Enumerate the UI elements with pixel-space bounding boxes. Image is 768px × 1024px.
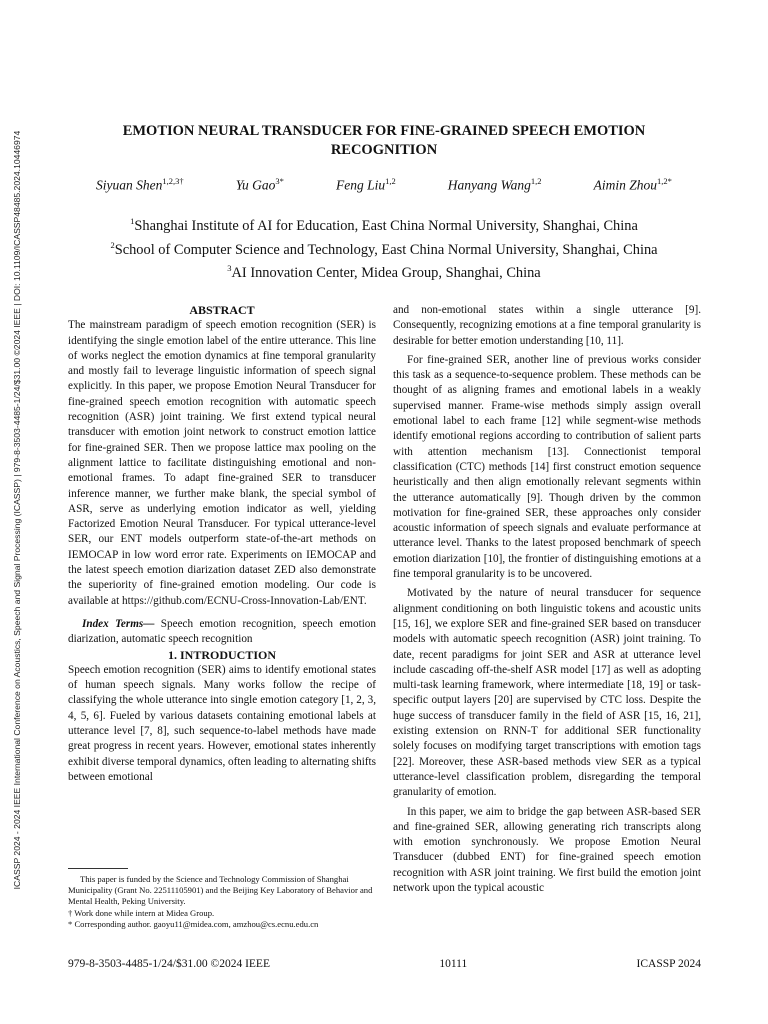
- footnote-dagger: † Work done while intern at Midea Group.: [68, 907, 215, 918]
- page-footer: [68, 958, 701, 970]
- intro-paragraph-3: Motivated by the nature of neural transducer for sequence alignment conditioning on both linguistic tokens and acoustic units [15, 16], we explore SER and fine-grained SER based on transducer models with automatic speech recognition (ASR) joint training. To date, recent paradigms for joint SER and ASR at utterance level include cascading off-the-shelf ASR model [17] as well as adopting multi-task learning framework, where intermediate [18, 19] or task-specific output layers [20] are supervised by CTC loss. Despite the huge success of transducer family in the field of ASR [15, 16, 21], existing extension on RNN-T for additional SER functionality solely focuses on modifying target transcriptions with emotion tags [22]. Moreover, these ASR-based methods view SER as a typical utterance-level classification problem, disregarding the temporal granularity of emotion.: [393, 587, 701, 799]
- footnote-rule: [68, 868, 128, 869]
- doi-sidebar: [4, 90, 30, 930]
- affiliation-2: $^2$School of Computer Science and Technology, East China Normal University, Shanghai, China: [110, 239, 658, 258]
- index-terms: [68, 617, 376, 648]
- index-terms-label: Index Terms—: [82, 617, 155, 630]
- author-4: Hanyang Wang$^{1,2}$: [447, 176, 542, 193]
- intro-paragraph-4: In this paper, we aim to bridge the gap between ASR-based SER and fine-grained SER, allowing generating rich transcripts along with emotion synchronously. We propose Emotion Neural Transducer (dubbed ENT) for fine-grained speech emotion recognition with ASR joint training. We first build the emotion joint network upon the typical acoustic: [393, 805, 701, 894]
- author-list: [70, 176, 698, 194]
- intro-paragraph-1-continued: and non-emotional states within a single utterance [9]. Consequently, recognizing emotions at a fine temporal granularity is desirable for better emotion understanding [10, 11].: [393, 304, 701, 347]
- author-1: Siyuan Shen$^{1,2,3\dagger}$: [96, 176, 184, 193]
- footnote-corresponding: * Corresponding author. gaoyu11@midea.com, amzhou@cs.ecnu.edu.cn: [68, 918, 319, 929]
- footer-venue: ICASSP 2024: [636, 958, 701, 970]
- left-column: [68, 303, 376, 785]
- right-column: [393, 303, 701, 896]
- intro-paragraph-2: For fine-grained SER, another line of previous works consider this task as a sequence-to-sequence problem. These methods can be thought of as aligning frames and emotional labels in a weakly supervised manner. Frame-wise methods simply assign overall emotional label to each frame [12] while segment-wise methods identify emotional regions according to contribution of salient parts with attention mechanism [13]. Connectionist temporal classification (CTC) methods [14] first construct emotion sequence heuristically and then align emotionally relevant segments within the utterance automatically [9]. Though driven by the common motivation for fine-grained SER, these approaches only consider acoustic information of speech signals and evaluate performance at utterance level. Thanks to the latest proposed benchmark of speech emotion diarization [10], the frontier of distinguishing emotions at a fine temporal granularity is to be uncovered.: [393, 353, 701, 581]
- author-2: Yu Gao$^{3*}$: [235, 176, 284, 193]
- author-3: Feng Liu$^{1,2}$: [335, 176, 396, 193]
- abstract-heading: ABSTRACT: [189, 303, 255, 317]
- affiliations: [70, 212, 698, 283]
- introduction-heading: 1. INTRODUCTION: [167, 647, 276, 662]
- footnotes: [68, 868, 376, 930]
- author-5: Aimin Zhou$^{1,2*}$: [593, 176, 672, 193]
- page-number: 10111: [439, 958, 468, 970]
- affiliation-3: $^3$AI Innovation Center, Midea Group, Shanghai, China: [227, 263, 541, 281]
- index-terms-text: Speech emotion recognition, speech emotion diarization, automatic speech recognition: [68, 617, 376, 646]
- footer-copyright: 979-8-3503-4485-1/24/$31.00 ©2024 IEEE: [68, 958, 270, 970]
- paper-title: [80, 122, 688, 160]
- affiliation-1: $^1$Shanghai Institute of AI for Education, East China Normal University, Shanghai, China: [130, 216, 638, 234]
- abstract-body: The mainstream paradigm of speech emotion recognition (SER) is identifying the single emotion label of the entire utterance. This line of works neglect the emotion dynamics at fine temporal granularity and mostly fail to leverage linguistic information of speech signal explicitly. In this paper, we propose Emotion Neural Transducer for fine-grained speech emotion recognition with automatic speech recognition (ASR) joint training. We first extend typical neural transducer with emotion joint network to construct emotion lattice for fine-grained SER. Then we propose lattice max pooling on the alignment lattice to facilitate distinguishing emotional and non-emotional frames. To adapt fine-grained SER to transducer inference manner, we further make blank, the special symbol of ASR, serve as underlying emotion indicator as well, yielding Factorized Emotion Neural Transducer. For typical utterance-level SER, our ENT models outperform state-of-the-art methods on IEMOCAP in low word error rate. Experiments on IEMOCAP and the latest speech emotion diarization dataset ZED also demonstrate the superiority of fine-grained emotion modeling. Our code is available at https://github.com/ECNU-Cross-Innovation-Lab/ENT.: [68, 319, 376, 607]
- sidebar-text: ICASSP 2024 - 2024 IEEE International Conference on Acoustics, Speech and Signal Processing (ICASSP) | 979-8-3503-4485-1/24/$31.00 ©2024 IEEE | DOI: 10.1109/ICASSP48485.2024.10446974: [12, 130, 22, 890]
- intro-paragraph-1: Speech emotion recognition (SER) aims to identify emotional states of human speech signals. Many works follow the recipe of classifying the whole utterance into single emotion category [1, 2, 3, 4, 5, 6]. Fueled by various datasets containing emotional labels at utterance level [7, 8], such sequence-to-label methods have made great progress in recent years. However, emotional states inherently exhibit diverse temporal dynamics, often leading to alternating shifts between emotional: [68, 663, 376, 783]
- title-line-2: RECOGNITION: [330, 142, 438, 158]
- title-line-1: EMOTION NEURAL TRANSDUCER FOR FINE-GRAINED SPEECH EMOTION: [122, 123, 646, 139]
- footnote-funding: This paper is funded by the Science and Technology Commission of Shanghai Municipality (Grant No. 22511105901) and the Beijing Key Laboratory of Behavior and Mental Health, Peking University.: [68, 874, 373, 907]
